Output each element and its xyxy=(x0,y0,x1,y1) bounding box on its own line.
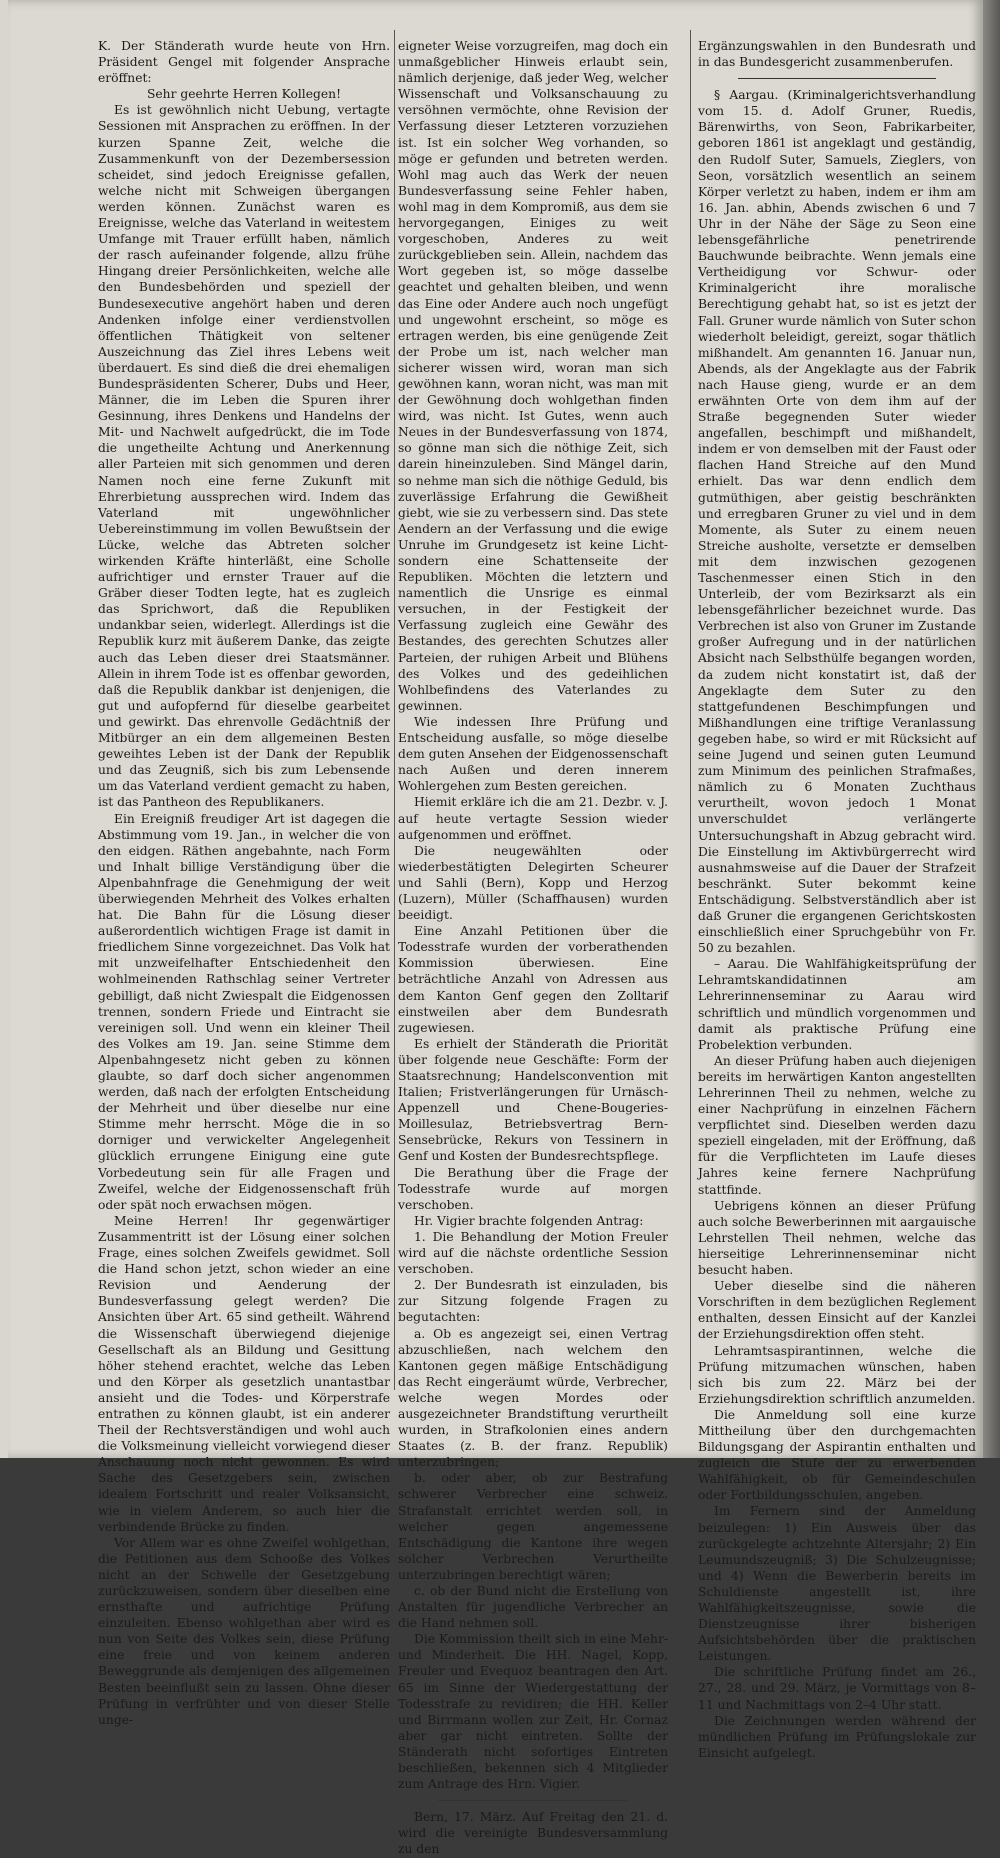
paragraph: c. ob der Bund nicht die Erstellung von Anstalten für jugendliche Verbrecher an die Hand nehmen soll. xyxy=(398,1584,668,1631)
paragraph: Vor Allem war es ohne Zweifel wohlgethan, die Petitionen aus dem Schooße des Volkes nicht an der Schwelle der Gesetzgebung zurückzuweisen, sondern über dieselben eine ernsthafte und aufrichtige Prüfung einzuleiten. Ebenso wohlgethan aber wird es nun von Seite des Volkes sein, diese Prüfung eine freie und von keinem anderen Beweggrunde als demjenigen des allgemeinen Besten beeinflußt sein zu lassen. Ohne dieser Prüfung in verfrühter und von dieser Stelle unge- xyxy=(98,1535,390,1727)
paragraph: Lehramtsaspirantinnen, welche die Prüfung mitzumachen wünschen, haben sich bis zum 22. März bei der Erziehungsdirektion schriftlich anzumelden. xyxy=(698,1343,976,1406)
paragraph: Es ist gewöhnlich nicht Uebung, vertagte Sessionen mit Ansprachen zu eröffnen. In der kurzen Spanne Zeit, welche die Zusammenkunft von der Dezembersession scheidet, sind jedoch Ereignisse gefallen, welche nicht mit Schweigen übergangen werden können. Zunächst waren es Ereignisse, welche das Vaterland in weitestem Umfange mit Trauer erfüllt haben, nämlich der rasch aufeinander folgende, allzu frühe Hingang dreier Persönlichkeiten, welche alle den Bundesbehörden und speziell der Bundesexecutive angehört haben und deren Andenken infolge einer verdienstvollen öffentlichen Thätigkeit von seltener Auszeichnung das Ziel ihres Lebens weit überdauert. Es sind dieß die drei ehemaligen Bundespräsidenten Scherer, Dubs und Heer, Männer, die im Leben die Spuren ihrer Gesinnung, ihres Denkens und Handelns der Mit- und Nachwelt aufgedrückt, die im Tode die ungetheilte Achtung und Anerkennung aller Parteien mit sich genommen und deren Namen noch eine ferne Zukunft mit Ehrerbietung aussprechen wird. Indem das Vaterland mit ungewöhnlicher Uebereinstimmung im vollen Bewußtsein der Lücke, welche das Abtreten solcher wirkenden Kräfte hinterläßt, eine Scholle aufrichtiger und ernster Trauer auf die Gräber dieser Todten legte, hat es zugleich das Sprichwort, daß die Republiken undankbar seien, widerlegt. Allerdings ist die Republik kurz mit äußerem Danke, das zeigte auch das Leben dieser drei Staatsmänner. Allein in ihrem Tode ist es offenbar geworden, daß die Republik dankbar ist denjenigen, die gut und aufopfernd für dieselbe gearbeitet und gewirkt. Das ehrenvolle Gedächtniß der Mitbürger an ein dem allgemeinen Besten geweihtes Leben ist der Dank der Republik und das Zeugniß, sich bis zum Lebensende um das Vaterland verdient gemacht zu haben, ist das Pantheon des Republikaners. xyxy=(98,103,390,810)
paragraph: Es erhielt der Ständerath die Priorität über folgende neue Geschäfte: Form der Staatsrechnung; Handelsconvention mit Italien; Fristverlängerungen für Urnäsch-Appenzell und Chene-Bougeries-Moillesulaz, Betriebsvertrag Bern-Sensebrücke, Rekurs von Tessinern in Genf und Kosten der Bundesrechtspflege. xyxy=(398,1036,668,1164)
column-rule-1 xyxy=(394,30,395,1390)
paragraph: Die Zeichnungen werden während der mündlichen Prüfung im Prüfungslokale zur Einsicht aufgelegt. xyxy=(698,1713,976,1760)
paragraph: 2. Der Bundesrath ist einzuladen, bis zur Sitzung folgende Fragen zu begutachten: xyxy=(398,1278,668,1325)
section-divider xyxy=(438,1800,628,1801)
paragraph: Uebrigens können an dieser Prüfung auch solche Bewerberinnen mit aargauische Lehrstellen Theil nehmen, welche das hierseitige Lehrerinnenseminar nicht besucht haben. xyxy=(698,1198,976,1278)
paragraph: Die neugewählten oder wiederbestätigten Delegirten Scheurer und Sahli (Bern), Kopp und Herzog (Luzern), Müller (Schaffhausen) wurden beeidigt. xyxy=(398,843,668,923)
column-1 xyxy=(98,38,390,1727)
paragraph: Die Anmeldung soll eine kurze Mittheilung über den durchgemachten Bildungsgang der Aspirantin enthalten und zugleich die Stufe der zu erwerbenden Wahlfähigkeit, ob für Gemeindeschulen oder Fortbildungsschulen, angeben. xyxy=(698,1407,976,1503)
column-2 xyxy=(398,38,668,1857)
paragraph: Hr. Vigier brachte folgenden Antrag: xyxy=(413,1213,644,1228)
paragraph: Ein Ereigniß freudiger Art ist dagegen die Abstimmung vom 19. Jan., in welcher die von den eidgen. Räthen angebahnte, nach Form und Inhalt billige Verständigung über die Alpenbahnfrage die Genehmigung der weit überwiegenden Mehrheit des Volkes erhalten hat. Die Bahn für die Lösung dieser außerordentlich wichtigen Frage ist damit in friedlichem Sinne vorgezeichnet. Das Volk hat mit unzweifelhafter Entschiedenheit den wohlmeinenden Rathschlag seiner Vertreter gebilligt, daß nicht Zwiespalt die Eidgenossen trennen, sondern Friede und Eintracht sie vereinigen soll. Und wenn ein kleiner Theil des Volkes am 19. Jan. seine Stimme dem Alpenbahngesetz nicht geben zu können glaubte, so darf doch sicher angenommen werden, daß nach der erfolgten Entscheidung der Mehrheit und über dieselbe nur eine Stimme mehr herrscht. Möge die in so dorniger und verwickelter Angelegenheit glücklich errungene Einigung eine gute Vorbedeutung sein für alle Fragen und Zweifel, welche der Eidgenossenschaft früh oder spät noch erwachsen mögen. xyxy=(98,811,390,1212)
paragraph: Bern, 17. März. Auf Freitag den 21. d. wird die vereinigte Bundesversammlung zu den xyxy=(398,1810,668,1857)
paragraph: § Aargau. (Kriminalgerichtsverhandlung vom 15. d. Adolf Gruner, Ruedis, Bärenwirths, von Seon, Fabrikarbeiter, geboren 1861 ist angeklagt und geständig, den Rudolf Suter, Samuels, Zieglers, von Seon, vorsätzlich wesentlich an seinem Körper verletzt zu haben, indem er ihm am 16. Jan. abhin, Abends zwischen 6 und 7 Uhr in der Nähe der Säge zu Seon eine lebensgefährliche penetrirende Bauchwunde beibrachte. Wenn jemals eine Vertheidigung vor Schwur- oder Kriminalgericht ihre moralische Berechtigung gehabt hat, so ist es jetzt der Fall. Gruner wurde nämlich von Suter schon wiederholt beleidigt, gereizt, sogar thätlich mißhandelt. Am genannten 16. Januar nun, Abends, als der Angeklagte aus der Fabrik nach Hause gieng, wurde er an dem erwähnten Orte von dem ihm auf der Straße begegnenden Suter wieder angefallen, beschimpft und mißhandelt, indem er von demselben mit der Faust oder flachen Hand Streiche auf den Mund erhielt. Das war denn endlich dem gutmüthigen, aber geistig beschränkten und erregbaren Gruner zu viel und in dem Momente, als Suter zu einem neuen Streiche ausholte, versetzte er demselben mit dem inzwischen gezogenen Taschenmesser einen Stich in den Unterleib, der vom Bezirksarzt als ein lebensgefährlicher bezeichnet wurde. Das Verbrechen ist also von Gruner im Zustande großer Aufregung und in der natürlichen Absicht nach Selbsthülfe begangen worden, da zudem nicht konstatirt ist, daß der Angeklagte dem Suter zu den stattgefundenen Beschimpfungen und Mißhandlungen eine triftige Veranlassung gegeben habe, so wird er mit Rücksicht auf seine Jugend und seinen guten Leumund zum Minimum des peinlichen Strafmaßes, nämlich zu 6 Monaten Zuchthaus verurtheilt, wovon jedoch 1 Monat unverschuldet verlängerte Untersuchungshaft in Abzug gebracht wird. Die Einstellung im Aktivbürgerrecht wird ausnahmsweise auf die Dauer der Strafzeit beschränkt. Suter bekommt keine Entschädigung. Selbstverständlich aber ist daß Gruner die ergangenen Gerichtskosten einschließlich einer Spruchgebühr von Fr. 50 zu bezahlen. xyxy=(698,88,976,956)
binding-edge xyxy=(983,0,1000,1458)
paragraph: a. Ob es angezeigt sei, einen Vertrag abzuschließen, nach welchem den Kantonen gegen mäßige Entschädigung das Recht eingeräumt würde, Verbrecher, welche wegen Mordes oder ausgezeichneter Brandstiftung verurtheilt wurden, in Strafkolonien eines andern Staates (z. B. der franz. Republik) unterzubringen; xyxy=(398,1326,668,1470)
column-3 xyxy=(698,38,976,1760)
paragraph: Die Kommission theilt sich in eine Mehr- und Minderheit. Die HH. Nagel, Kopp, Freuler und Evequoz beantragen den Art. 65 im Sinne der Wiedergestattung der Todesstrafe zu revidiren; die HH. Keller und Birrmann wollen zur Zeit, Hr. Cornaz aber gar nicht eintreten. Sollte der Ständerath nicht sofortiges Eintreten beschließen, bekennen sich 4 Mitglieder zum Antrage des Hrn. Vigier. xyxy=(398,1632,668,1792)
paragraph: Wie indessen Ihre Prüfung und Entscheidung ausfalle, so möge dieselbe dem guten Ansehen der Eidgenossenschaft nach Außen und deren innerem Wohlergehen zum Besten gereichen. xyxy=(398,714,668,794)
paragraph: An dieser Prüfung haben auch diejenigen bereits im herwärtigen Kanton angestellten Lehrerinnen Theil zu nehmen, welche zu einer Nachprüfung in einzelnen Fächern verpflichtet sind. Dieselben werden dazu speziell eingeladen, mit der Eröffnung, daß für die Verpflichteten im Laufe dieses Jahres keine fernere Nachprüfung stattfinde. xyxy=(698,1053,976,1197)
paragraph: Hiemit erkläre ich die am 21. Dezbr. v. J. auf heute vertagte Session wieder aufgenommen und eröffnet. xyxy=(398,795,668,842)
paragraph: Ergänzungswahlen in den Bundesrath und in das Bundesgericht zusammenberufen. xyxy=(698,39,976,70)
section-divider xyxy=(738,78,936,79)
paragraph: K. Der Ständerath wurde heute von Hrn. Präsident Gengel mit folgender Ansprache eröffnet: xyxy=(98,39,390,86)
paragraph: Eine Anzahl Petitionen über die Todesstrafe wurden der vorberathenden Kommission überwiesen. Eine beträchtliche Anzahl von Adressen aus dem Kanton Genf gegen den Zolltarif einstweilen aber dem Bundesrath zugewiesen. xyxy=(398,924,668,1035)
paragraph: Die schriftliche Prüfung findet am 26., 27., 28. und 29. März, je Vormittags von 8–11 und Nachmittags von 2–4 Uhr statt. xyxy=(698,1665,976,1712)
paragraph: – Aarau. Die Wahlfähigkeitsprüfung der Lehramtskandidatinnen am Lehrerinnenseminar zu Aarau wird schriftlich und mündlich vorgenommen und damit als praktische Prüfung eine Probelektion verbunden. xyxy=(698,957,976,1052)
paragraph: Meine Herren! Ihr gegenwärtiger Zusammentritt ist der Lösung einer solchen Frage, eines solchen Zweifels gewidmet. Soll die Hand schon jetzt, schon wieder an eine Revision und Aenderung der Bundesverfassung gelegt werden? Die Ansichten über Art. 65 sind getheilt. Während die Wissenschaft überwiegend diejenige Gesellschaft als an Bildung und Gesittung höher stehend erachtet, welche das Leben und den Körper als gesetzlich unantastbar ansieht und die Todes- und Körperstrafe entrathen zu können glaubt, ist ein anderer Theil der Rechtsverständigen und wohl auch die Volksmeinung vielleicht vorwiegend dieser Anschauung noch nicht gewonnen. Es wird Sache des Gesetzgebers sein, zwischen idealem Fortschritt und realer Volksansicht, wie in vielem Anderem, so auch hier die verbindende Brücke zu finden. xyxy=(98,1213,390,1534)
column-rule-2 xyxy=(690,30,691,1390)
paragraph: b. oder aber, ob zur Bestrafung schwerer Verbrecher eine schweiz. Strafanstalt errichtet werden soll, in welcher gegen angemessene Entschädigung die Kantone ihre wegen solcher Verbrechen Verurtheilte unterzubringen berechtigt wären; xyxy=(398,1471,668,1582)
paragraph: Die Berathung über die Frage der Todesstrafe wurde auf morgen verschoben. xyxy=(398,1165,668,1212)
paragraph: eigneter Weise vorzugreifen, mag doch ein unmaßgeblicher Hinweis erlaubt sein, nämlich derjenige, daß jeder Weg, welcher Wissenschaft und Volksanschauung zu versöhnen vermöchte, ohne Revision der Verfassung dieser Letzteren vorzuziehen ist. Ist ein solcher Weg vorhanden, so möge er gefunden und betreten werden. Wohl mag auch das Werk der neuen Bundesverfassung seine Fehler haben, wohl mag in dem Kompromiß, aus dem sie hervorgegangen, Einiges zu weit vorgeschoben, Anderes zu weit zurückgeblieben sein. Allein, nachdem das Wort gegeben ist, so möge dasselbe geachtet und gehalten bleiben, und wenn das Eine oder Andere auch noch ungefügt und ungewohnt erscheint, so möge es ertragen werden, bis eine genügende Zeit der Probe um ist, nach welcher man sicherer wissen wird, woran man sich gewöhnen kann, woran nicht, was man mit der Gewöhnung doch wohlgethan finden wird, was nicht. Ist Gutes, wenn auch Neues in der Bundesverfassung von 1874, so gönne man sich die nöthige Zeit, sich darein hineinzuleben. Sind Mängel darin, so nehme man sich die nöthige Geduld, bis zuverlässige Erfahrung die Gewißheit giebt, wie sie zu verbessern sind. Das stete Aendern an der Verfassung und die ewige Unruhe im Grundgesetz ist keine Licht- sondern eine Schattenseite der Republiken. Möchten die letztern und namentlich die Unsrige es einmal versuchen, in der Festigkeit der Verfassung zugleich eine Gewähr des Bestandes, des gerechten Schutzes aller Parteien, der ruhigen Arbeit und Blühens des Volkes und des gedeihlichen Wohlbefindens des Vaterlandes zu gewinnen. xyxy=(398,39,668,713)
paragraph: Ueber dieselbe sind die näheren Vorschriften in dem bezüglichen Reglement enthalten, dessen Einsicht auf der Kanzlei der Erziehungsdirektion offen steht. xyxy=(698,1279,976,1342)
paragraph: Im Fernern sind der Anmeldung beizulegen: 1) Ein Ausweis über das zurückgelegte achtzehnte Altersjahr; 2) Ein Leumundszeugniß; 3) Die Schulzeugnisse; und 4) Wenn die Bewerberin bereits im Schuldienste angestellt ist, ihre Wahlfähigkeitszeugnisse, sowie die Dienstzeugnisse ihrer bisherigen Aufsichtsbehörden über die praktischen Leistungen. xyxy=(698,1504,976,1664)
salutation: Sehr geehrte Herren Kollegen! xyxy=(146,87,342,102)
paragraph: 1. Die Behandlung der Motion Freuler wird auf die nächste ordentliche Session verschoben. xyxy=(398,1229,668,1277)
